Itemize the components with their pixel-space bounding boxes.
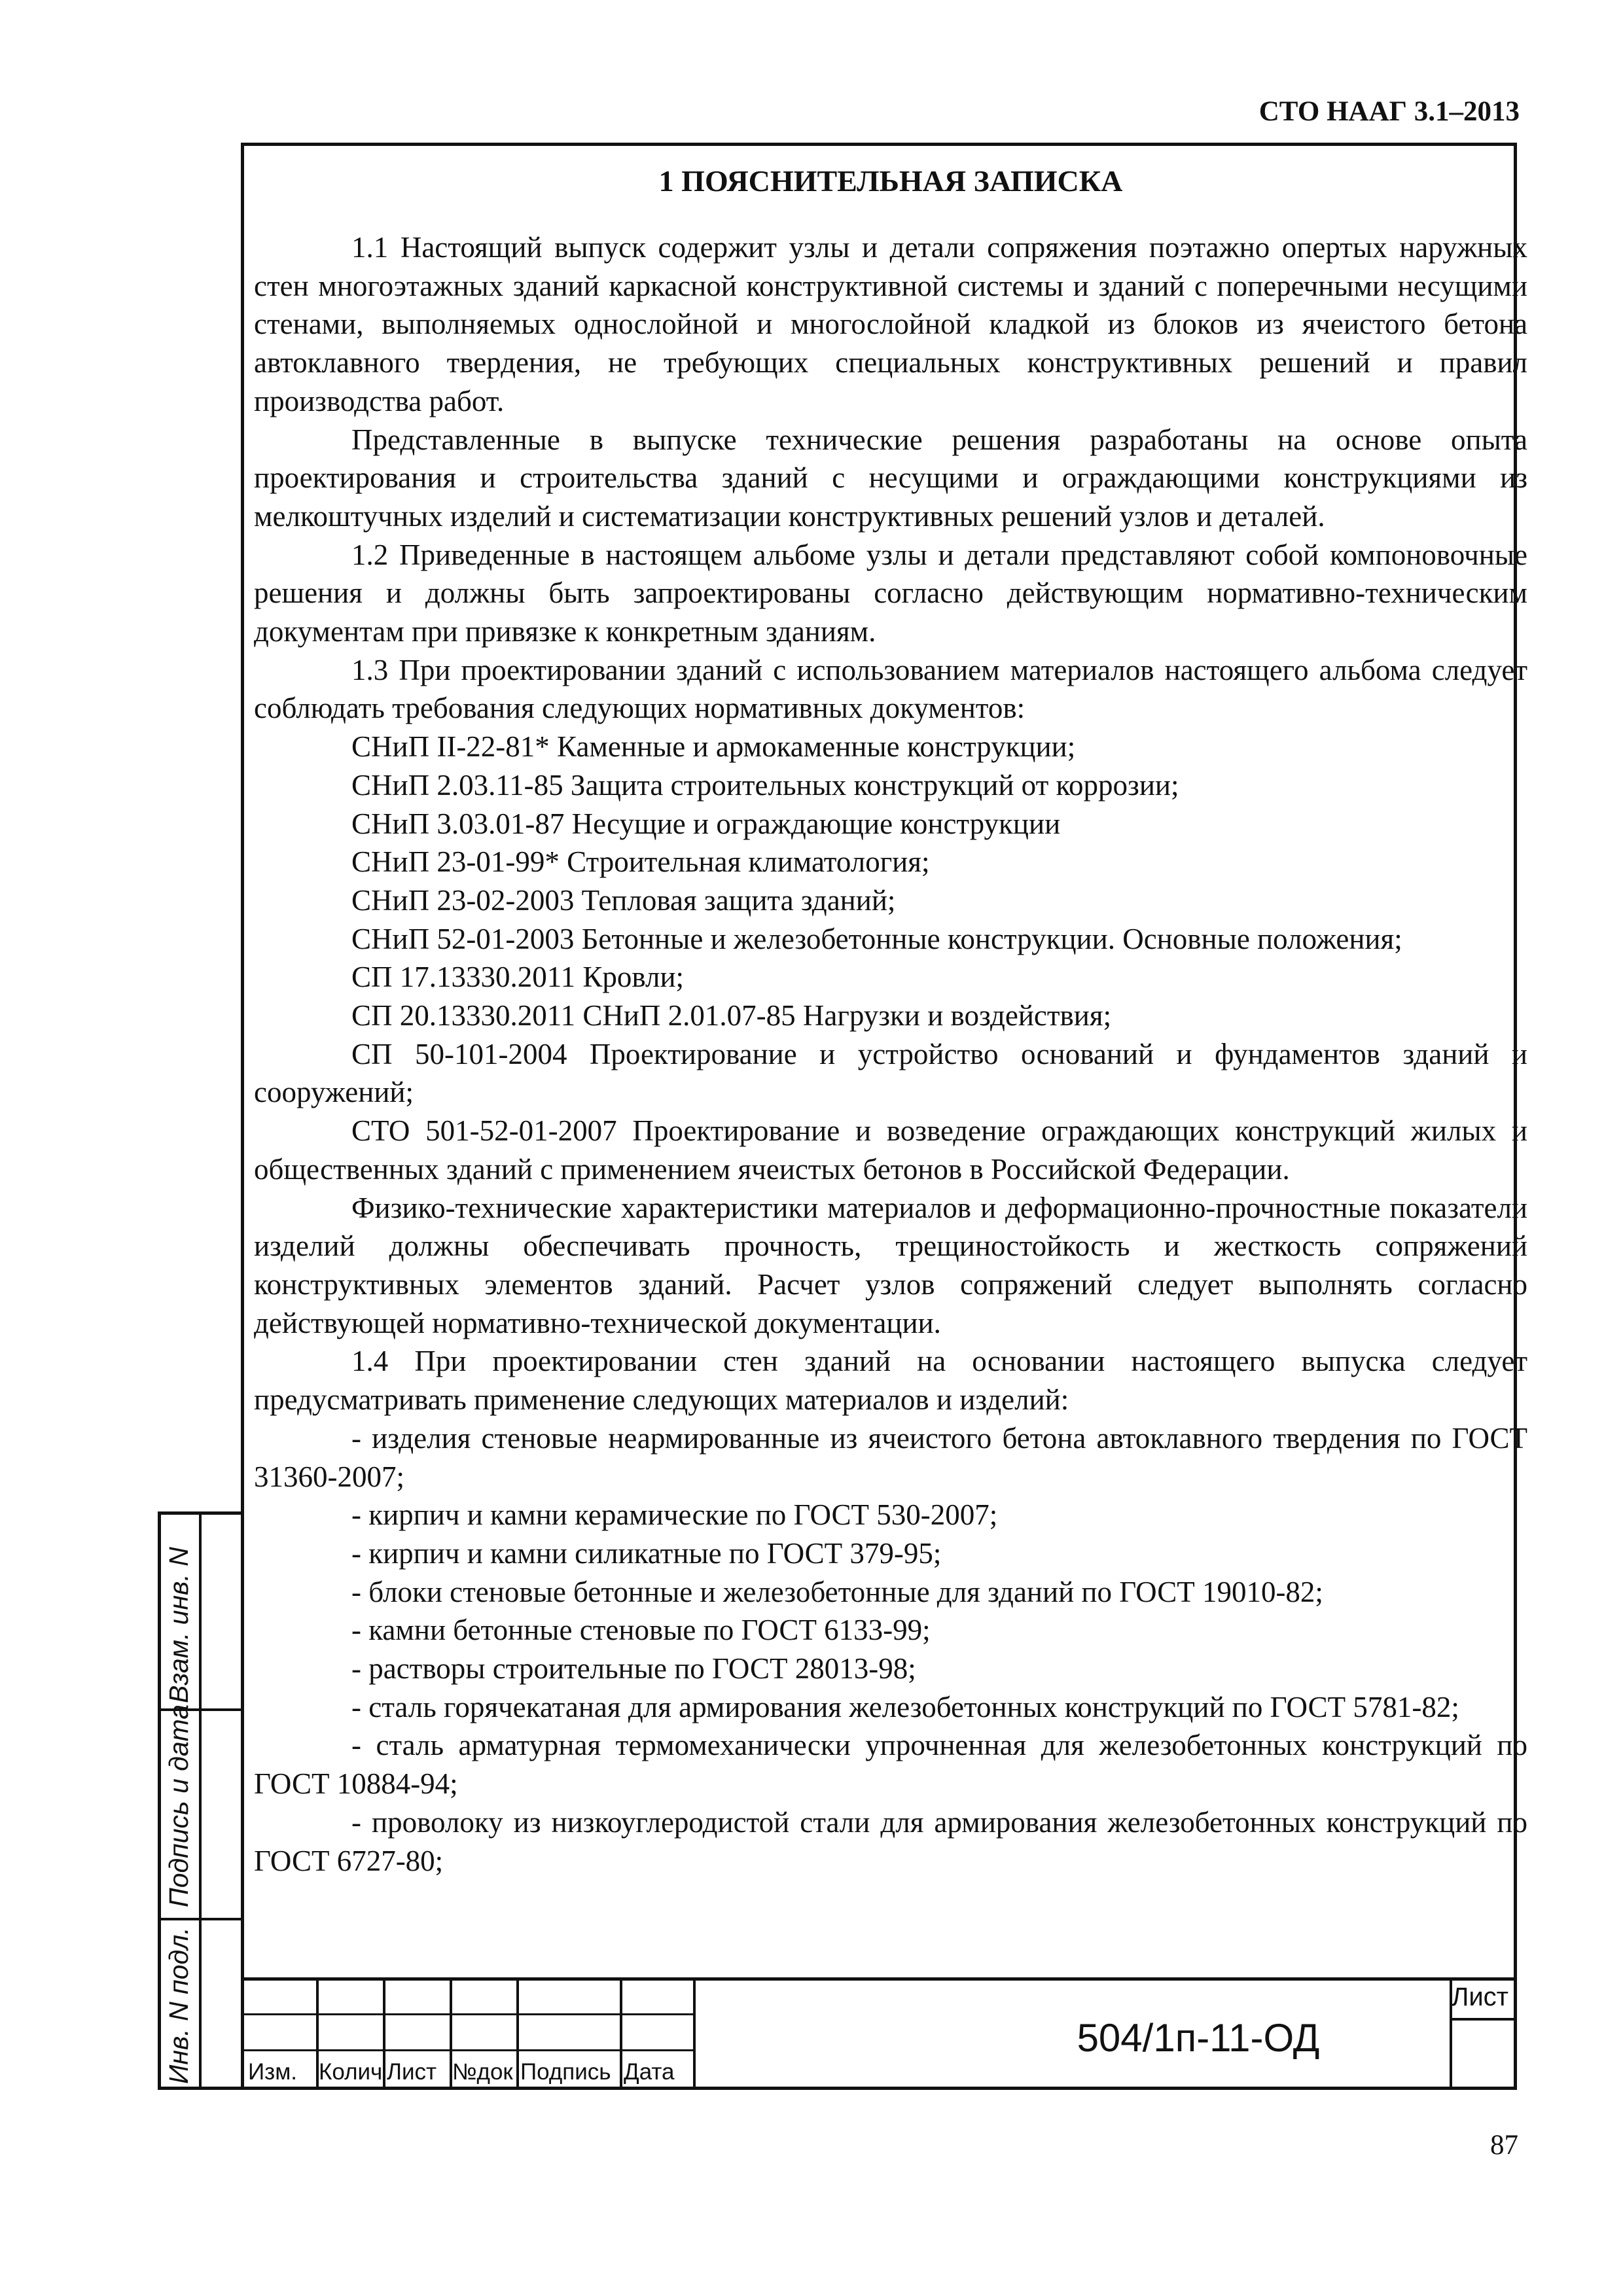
paragraph: СТО 501-52-01-2007 Проектирование и возведение ограждающих конструкций жилых и общественных зданий с применением ячеистых бетонов в Российской Федерации. bbox=[254, 1114, 1527, 1186]
paragraph: СП 50-101-2004 Проектирование и устройство оснований и фундаментов зданий и сооружений; bbox=[254, 1037, 1527, 1109]
paragraph-list bbox=[254, 228, 1527, 1880]
paragraph: СНиП 3.03.01-87 Несущие и ограждающие конструкции bbox=[351, 807, 1061, 840]
stamp-label-izm: Изм. bbox=[248, 2059, 297, 2085]
paragraph: СНиП 52-01-2003 Бетонные и железобетонные конструкции. Основные положения; bbox=[351, 922, 1402, 955]
page-number: 87 bbox=[1490, 2130, 1518, 2161]
document-code: СТО НААГ 3.1–2013 bbox=[1258, 96, 1520, 127]
paragraph: Физико-технические характеристики материалов и деформационно-прочностные показатели изделий должны обеспечивать прочность, трещиностойкость и жесткость сопряжений конструктивных элементов зданий. Расчет узлов сопряжений следует выполнять согласно действующей нормативно-технической документации. bbox=[254, 1191, 1527, 1339]
paragraph: - кирпич и камни керамические по ГОСТ 530-2007; bbox=[351, 1498, 998, 1532]
document-number: 504/1п-11-ОД bbox=[1077, 2016, 1320, 2060]
paragraph: - камни бетонные стеновые по ГОСТ 6133-99; bbox=[351, 1614, 931, 1647]
paragraph: 1.2 Приведенные в настоящем альбоме узлы и детали представляют собой компоновочные решения и должны быть запроектированы согласно действующим нормативно-техническим документам при привязке к конкретным зданиям. bbox=[254, 538, 1527, 648]
stamp-label-data: Дата bbox=[624, 2059, 675, 2085]
paragraph: - кирпич и камни силикатные по ГОСТ 379-95; bbox=[351, 1536, 942, 1570]
paragraph: СП 20.13330.2011 СНиП 2.01.07-85 Нагрузки и воздействия; bbox=[351, 999, 1112, 1033]
paragraph: Представленные в выпуске технические решения разработаны на основе опыта проектирования и строительства зданий с несущими и ограждающими конструкциями из мелкоштучных изделий и систематизации конструктивных решений узлов и деталей. bbox=[254, 423, 1527, 533]
paragraph: 1.4 При проектировании стен зданий на основании настоящего выпуска следует предусматривать применение следующих материалов и изделий: bbox=[254, 1345, 1527, 1417]
document-body bbox=[254, 164, 1527, 1880]
paragraph: - блоки стеновые бетонные и железобетонные для зданий по ГОСТ 19010-82; bbox=[351, 1575, 1323, 1608]
paragraph: - изделия стеновые неармированные из ячеистого бетона автоклавного твердения по ГОСТ 31360-2007; bbox=[254, 1421, 1527, 1493]
paragraph: - растворы строительные по ГОСТ 28013-98; bbox=[351, 1652, 916, 1686]
side-label-inv: Инв. N подл. bbox=[164, 1927, 194, 2084]
sheet-label: Лист bbox=[1452, 1983, 1508, 2011]
side-label-vzam: Взам. инв. N bbox=[164, 1547, 194, 1703]
side-label-podpis: Подпись и дата bbox=[164, 1704, 194, 1907]
paragraph: 1.3 При проектировании зданий с использованием материалов настоящего альбома следует соблюдать требования следующих нормативных документов: bbox=[254, 653, 1527, 725]
paragraph: - сталь горячекатаная для армирования железобетонных конструкций по ГОСТ 5781-82; bbox=[351, 1690, 1459, 1723]
paragraph: 1.1 Настоящий выпуск содержит узлы и детали сопряжения поэтажно опертых наружных стен многоэтажных зданий каркасной конструктивной системы и зданий с поперечными несущими стенами, выполняемых однослойной и многослойной кладкой из блоков из ячеистого бетона автоклавного твердения, не требующих специальных конструктивных решений и правил производства работ. bbox=[254, 231, 1527, 417]
side-stamp bbox=[158, 1511, 241, 2090]
paragraph: СНиП 2.03.11-85 Защита строительных конструкций от коррозии; bbox=[351, 768, 1179, 802]
title-block bbox=[241, 1977, 1517, 2090]
paragraph: - сталь арматурная термомеханически упрочненная для железобетонных конструкций по ГОСТ 10884-94; bbox=[254, 1729, 1527, 1801]
section-title: 1 ПОЯСНИТЕЛЬНАЯ ЗАПИСКА bbox=[658, 164, 1123, 198]
paragraph: СНиП II-22-81* Каменные и армокаменные конструкции; bbox=[351, 730, 1076, 764]
paragraph: СНиП 23-01-99* Строительная климатология; bbox=[351, 845, 930, 879]
stamp-label-ndok: №док bbox=[452, 2059, 513, 2085]
stamp-label-kolich: Колич bbox=[319, 2059, 383, 2085]
paragraph: СП 17.13330.2011 Кровли; bbox=[351, 961, 685, 994]
stamp-label-list: Лист bbox=[387, 2059, 437, 2085]
paragraph: - проволоку из низкоуглеродистой стали для армирования железобетонных конструкций по ГОСТ 6727-80; bbox=[254, 1805, 1527, 1877]
paragraph: СНиП 23-02-2003 Тепловая защита зданий; bbox=[351, 883, 896, 917]
stamp-label-podpis: Подпись bbox=[520, 2059, 611, 2085]
